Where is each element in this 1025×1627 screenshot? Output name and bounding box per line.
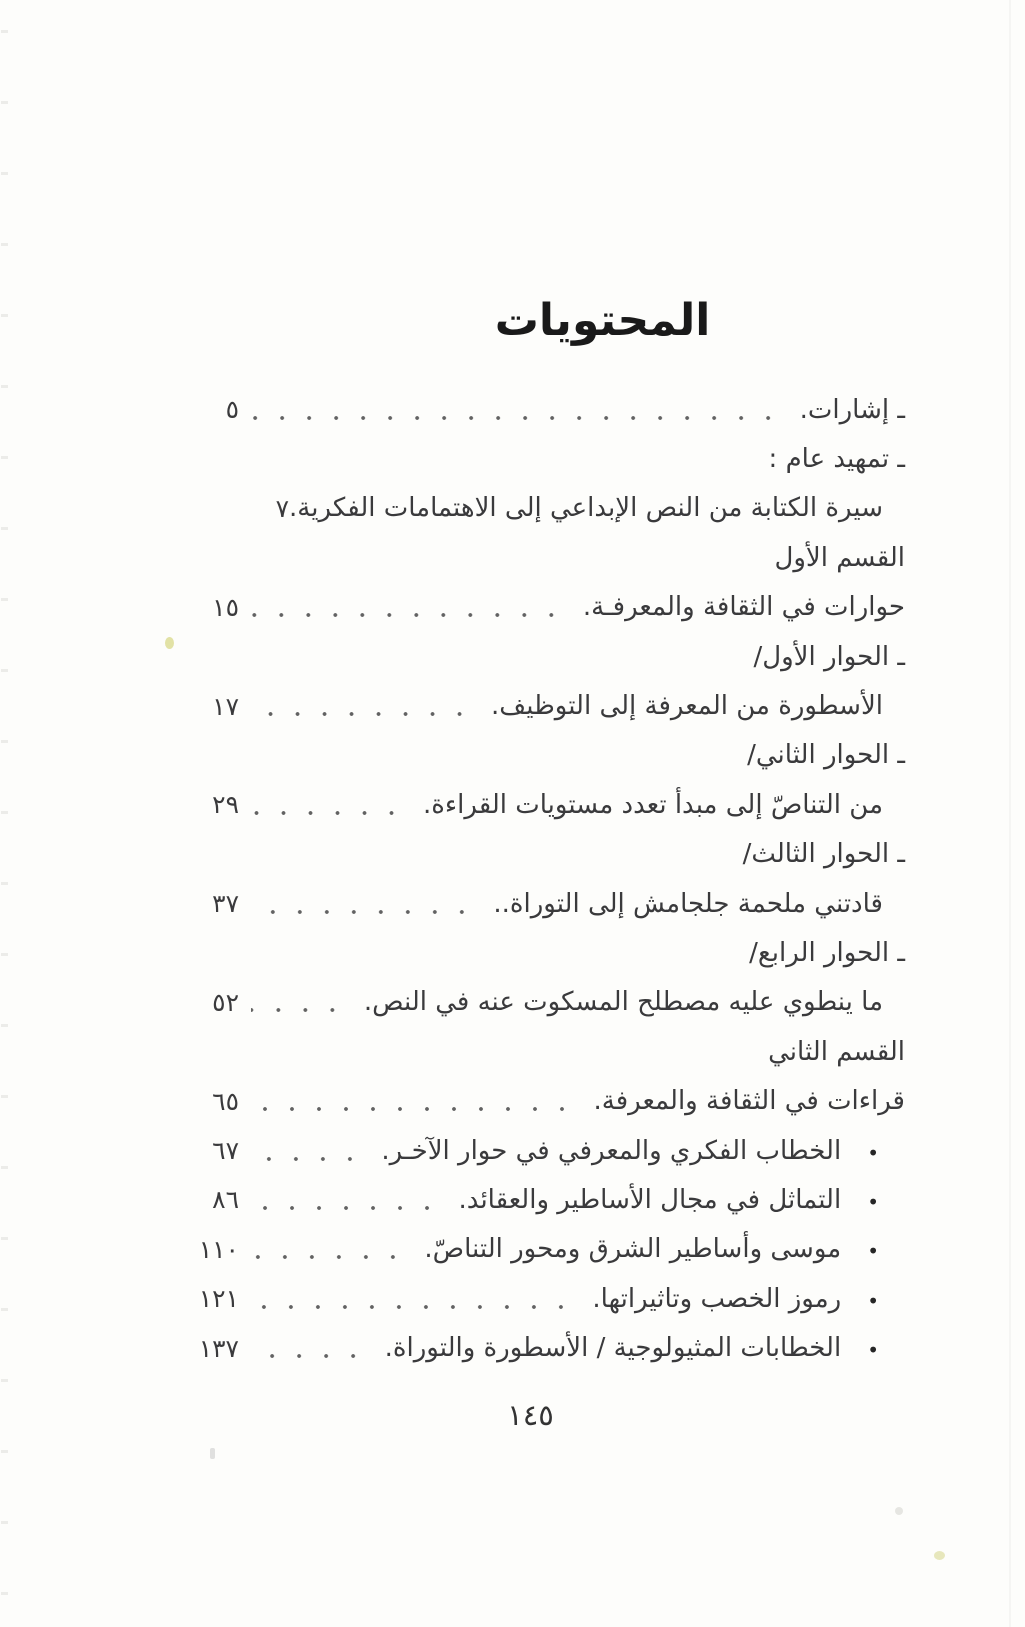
- scan-speck: [165, 637, 174, 649]
- scan-speck: [210, 1448, 215, 1459]
- toc-entry: [183, 731, 905, 780]
- scan-edge-tick: [1, 1379, 8, 1382]
- toc-entry-text: ما ينطوي عليه مصطلح المسكوت عنه في النص.: [363, 987, 883, 1018]
- scan-edge-tick: [1, 101, 8, 104]
- dot-leader: [251, 1106, 575, 1112]
- dot-leader: [251, 1205, 441, 1211]
- toc-entry: [183, 434, 905, 483]
- toc-entry-text: القسم الأول: [774, 542, 905, 573]
- toc-entry: [183, 1175, 905, 1224]
- toc-entry-page-number: ٥: [225, 395, 239, 425]
- toc-entry-text: التماثل في مجال الأساطير والعقائد.: [458, 1184, 842, 1215]
- folio-page-number: ١٤٥: [507, 1398, 554, 1432]
- toc-entry: [183, 1274, 905, 1323]
- scan-edge-tick: [1, 1308, 8, 1311]
- scan-edge-tick: [1, 598, 8, 601]
- toc-entry-text: قادتني ملحمة جلجامش إلى التوراة..: [493, 888, 883, 919]
- page-title: المحتويات: [494, 295, 711, 347]
- toc-entry-page-number: ٦٧: [212, 1136, 239, 1166]
- scan-edge-tick: [1, 953, 8, 956]
- toc-entry-text: الأسطورة من المعرفة إلى التوظيف.: [491, 691, 883, 722]
- toc-entry-page-number: ١٢١: [198, 1284, 239, 1314]
- scan-edge-tick: [1, 811, 8, 814]
- dot-leader: [251, 909, 475, 915]
- dot-leader: [251, 1353, 367, 1359]
- table-of-contents: [183, 385, 905, 1373]
- toc-entry-text: موسى وأساطير الشرق ومحور التناصّ.: [424, 1234, 842, 1265]
- toc-entry-text: من التناصّ إلى مبدأ تعدد مستويات القراءة.: [423, 789, 883, 820]
- dot-leader: [251, 612, 565, 618]
- bullet-icon: •: [867, 1189, 879, 1214]
- scan-edge-tick: [1, 527, 8, 530]
- toc-entry-page-number: ٣٧: [212, 889, 239, 919]
- bullet-icon: •: [867, 1140, 879, 1165]
- scan-edge-tick: [1, 1024, 8, 1027]
- toc-entry: [183, 484, 905, 533]
- toc-entry: [183, 978, 905, 1027]
- scan-edge-tick: [1, 669, 8, 672]
- dot-leader: [251, 1254, 406, 1260]
- toc-entry: [183, 1225, 905, 1274]
- scan-edge-tick: [1, 740, 8, 743]
- dot-leader: [251, 1007, 346, 1013]
- dot-leader: [251, 1156, 363, 1162]
- toc-entry-text: ـ الحوار الثالث/: [742, 839, 905, 870]
- scan-edge-tick: [1, 1592, 8, 1595]
- scan-edge-tick: [1, 1521, 8, 1524]
- scan-speck: [934, 1551, 945, 1560]
- toc-entry-page-number: ١٧: [212, 691, 239, 721]
- toc-entry-text: القسم الثاني: [768, 1036, 905, 1067]
- scan-edge-tick: [1, 456, 8, 459]
- toc-entry-text: ـ الحوار الأول/: [753, 641, 905, 672]
- toc-entry-text: قراءات في الثقافة والمعرفة.: [593, 1086, 905, 1117]
- toc-entry: [183, 1126, 905, 1175]
- toc-entry-text: ـ الحوار الرابع/: [749, 937, 905, 968]
- scan-edge-tick: [1, 172, 8, 175]
- scan-edge-tick: [1, 314, 8, 317]
- toc-entry: [183, 681, 905, 730]
- toc-entry-text: سيرة الكتابة من النص الإبداعي إلى الاهتمامات الفكرية.: [289, 493, 883, 524]
- scan-edge-tick: [1, 1095, 8, 1098]
- scan-edge-tick: [1, 1237, 8, 1240]
- toc-entry-text: ـ إشارات.: [799, 394, 905, 425]
- toc-entry-text: الخطاب الفكري والمعرفي في حوار الآخـر.: [381, 1135, 842, 1166]
- scan-speck: [895, 1507, 903, 1515]
- dot-leader: [251, 711, 473, 717]
- toc-entry: [183, 1323, 905, 1372]
- bullet-icon: •: [867, 1338, 879, 1363]
- toc-entry-text: ـ تمهيد عام :: [768, 444, 905, 475]
- scan-edge-tick: [1, 882, 8, 885]
- scan-edge-tick: [1, 30, 8, 33]
- toc-entry-page-number: ١٣٧: [198, 1333, 239, 1363]
- toc-entry: [183, 1076, 905, 1125]
- toc-entry: [183, 583, 905, 632]
- scan-edge-tick: [1, 1450, 8, 1453]
- dot-leader: [251, 415, 782, 421]
- toc-entry: [183, 879, 905, 928]
- toc-entry: [183, 385, 905, 434]
- scan-page-edge: [1009, 0, 1011, 1627]
- toc-entry: [183, 928, 905, 977]
- dot-leader: [251, 810, 405, 816]
- dot-leader: [251, 1304, 574, 1310]
- toc-entry: [183, 780, 905, 829]
- toc-entry-text: الخطابات المثيولوجية / الأسطورة والتوراة.: [384, 1333, 842, 1364]
- toc-entry-text: رموز الخصب وتاثيراتها.: [592, 1283, 842, 1314]
- toc-entry-page-number: ٧: [275, 493, 290, 523]
- toc-entry-text: ـ الحوار الثاني/: [747, 740, 905, 771]
- toc-entry: [183, 830, 905, 879]
- toc-entry-page-number: ٥٢: [212, 987, 239, 1017]
- toc-section-heading: [183, 1027, 905, 1076]
- toc-entry: [183, 632, 905, 681]
- toc-entry-page-number: ٢٩: [212, 790, 239, 820]
- toc-section-heading: [183, 533, 905, 582]
- scan-edge-tick: [1, 1166, 8, 1169]
- toc-entry-page-number: ٦٥: [212, 1086, 239, 1116]
- toc-entry-page-number: ١٥: [212, 592, 239, 622]
- scan-edge-tick: [1, 243, 8, 246]
- toc-entry-text: حوارات في الثقافة والمعرفـة.: [582, 592, 905, 623]
- toc-entry-page-number: ١١٠: [198, 1234, 239, 1264]
- bullet-icon: •: [867, 1239, 879, 1264]
- bullet-icon: •: [867, 1288, 879, 1313]
- scan-edge-tick: [1, 385, 8, 388]
- toc-entry-page-number: ٨٦: [212, 1185, 239, 1215]
